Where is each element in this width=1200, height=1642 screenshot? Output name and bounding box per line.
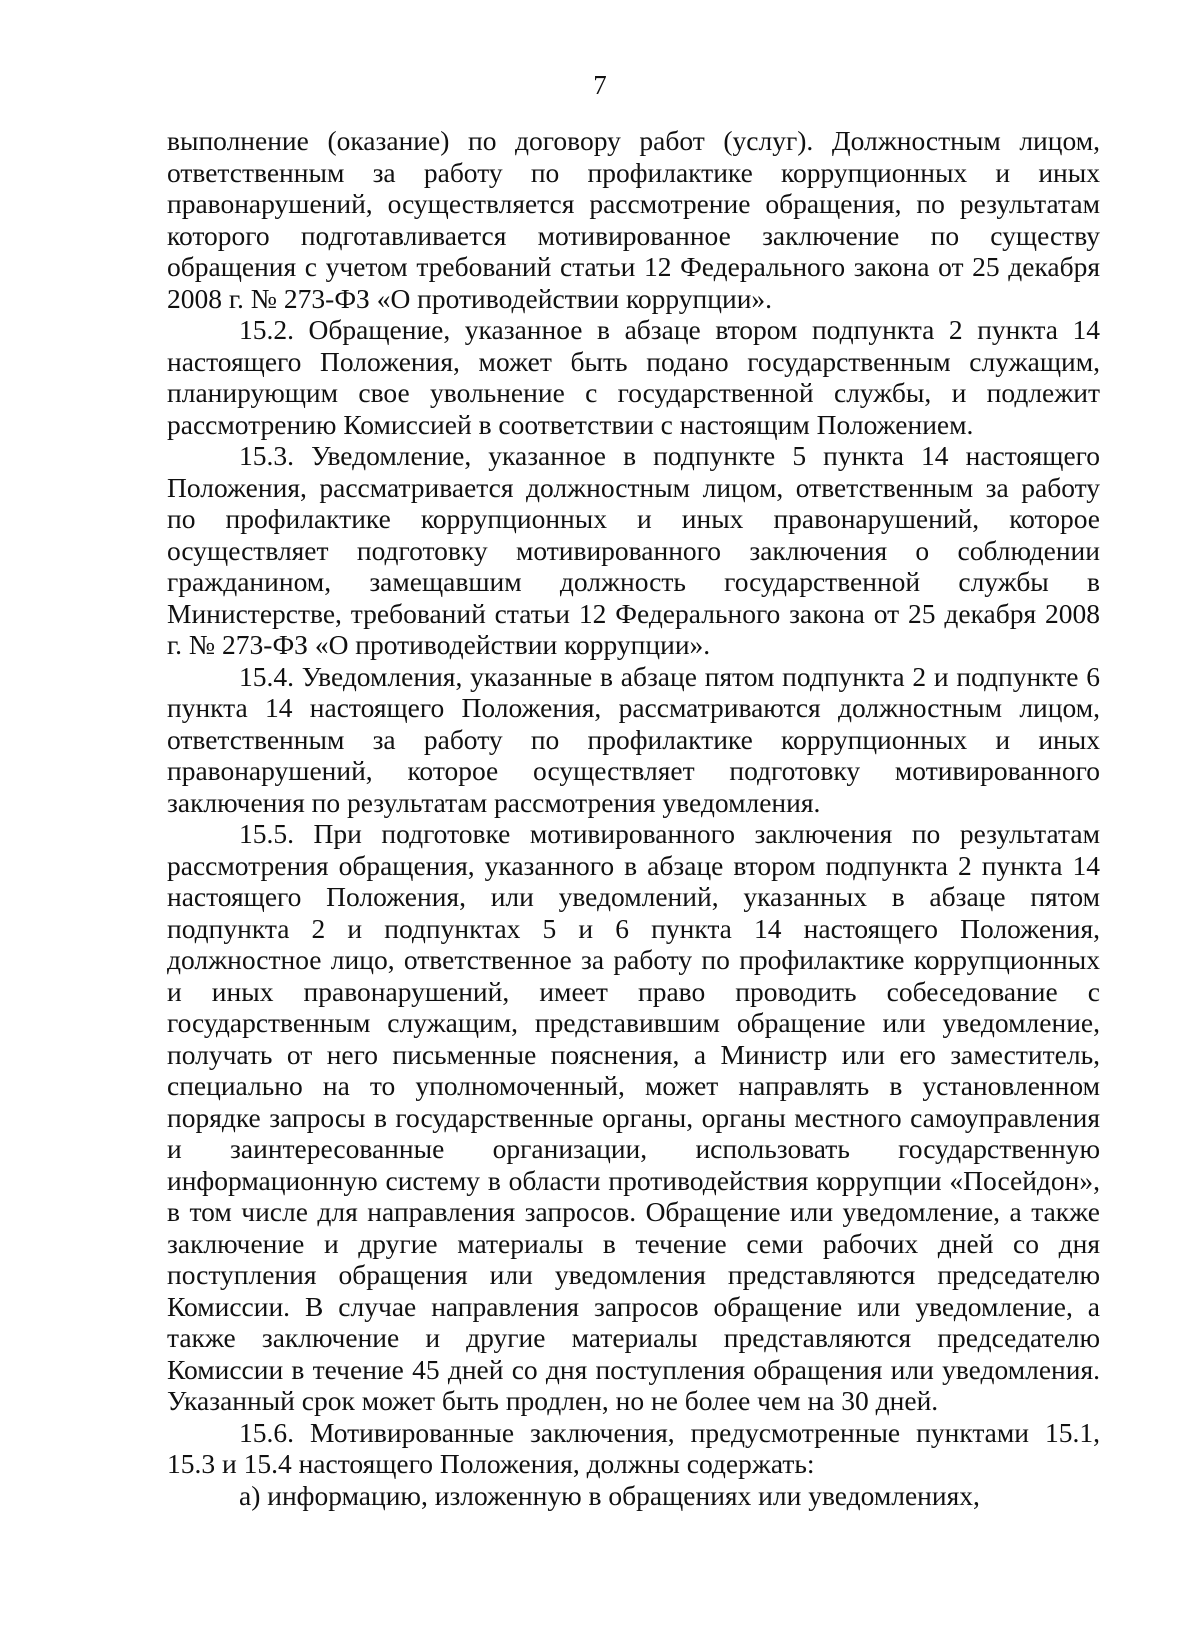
paragraph-15-2: 15.2. Обращение, указанное в абзаце втором подпункта 2 пункта 14 настоящего Положения, может быть подано государственным служащим, планирующим свое увольнение с государственной службы, и подлежит рассмотрению Комиссией в соответствии с настоящим Положением. (167, 314, 1100, 440)
paragraph-15-3: 15.3. Уведомление, указанное в подпункте 5 пункта 14 настоящего Положения, рассматривается должностным лицом, ответственным за работу по профилактике коррупционных и иных правонарушений, которое осуществляет подготовку мотивированного заключения о соблюдении гражданином, замещавшим должность государственной службы в Министерстве, требований статьи 12 Федерального закона от 25 декабря 2008 г. № 273-ФЗ «О противодействии коррупции». (167, 440, 1100, 660)
document-body (167, 125, 1100, 1511)
paragraph-continuation: выполнение (оказание) по договору работ (услуг). Должностным лицом, ответственным за работу по профилактике коррупционных и иных правонарушений, осуществляется рассмотрение обращения, по результатам которого подготавливается мотивированное заключение по существу обращения с учетом требований статьи 12 Федерального закона от 25 декабря 2008 г. № 273-ФЗ «О противодействии коррупции». (167, 125, 1100, 314)
paragraph-15-6: 15.6. Мотивированные заключения, предусмотренные пунктами 15.1, 15.3 и 15.4 настоящего Положения, должны содержать: (167, 1416, 1100, 1479)
list-item-a: а) информацию, изложенную в обращениях или уведомлениях, (239, 1479, 980, 1511)
paragraph-15-5: 15.5. При подготовке мотивированного заключения по результатам рассмотрения обращения, указанного в абзаце втором подпункта 2 пункта 14 настоящего Положения, или уведомлений, указанных в абзаце пятом подпункта 2 и подпунктах 5 и 6 пункта 14 настоящего Положения, должностное лицо, ответственное за работу по профилактике коррупционных и иных правонарушений, имеет право проводить собеседование с государственным служащим, представившим обращение или уведомление, получать от него письменные пояснения, а Министр или его заместитель, специально на то уполномоченный, может направлять в установленном порядке запросы в государственные органы, органы местного самоуправления и заинтересованные организации, использовать государственную информационную систему в области противодействия коррупции «Посейдон», в том числе для направления запросов. Обращение или уведомление, а также заключение и другие материалы в течение семи рабочих дней со дня поступления обращения или уведомления представляются председателю Комиссии. В случае направления запросов обращение или уведомление, а также заключение и другие материалы представляются председателю Комиссии в течение 45 дней со дня поступления обращения или уведомления. Указанный срок может быть продлен, но не более чем на 30 дней. (167, 818, 1100, 1416)
page-number: 7 (593, 70, 607, 100)
paragraph-15-4: 15.4. Уведомления, указанные в абзаце пятом подпункта 2 и подпункте 6 пункта 14 настоящего Положения, рассматриваются должностным лицом, ответственным за работу по профилактике коррупционных и иных правонарушений, которое осуществляет подготовку мотивированного заключения по результатам рассмотрения уведомления. (167, 660, 1100, 818)
